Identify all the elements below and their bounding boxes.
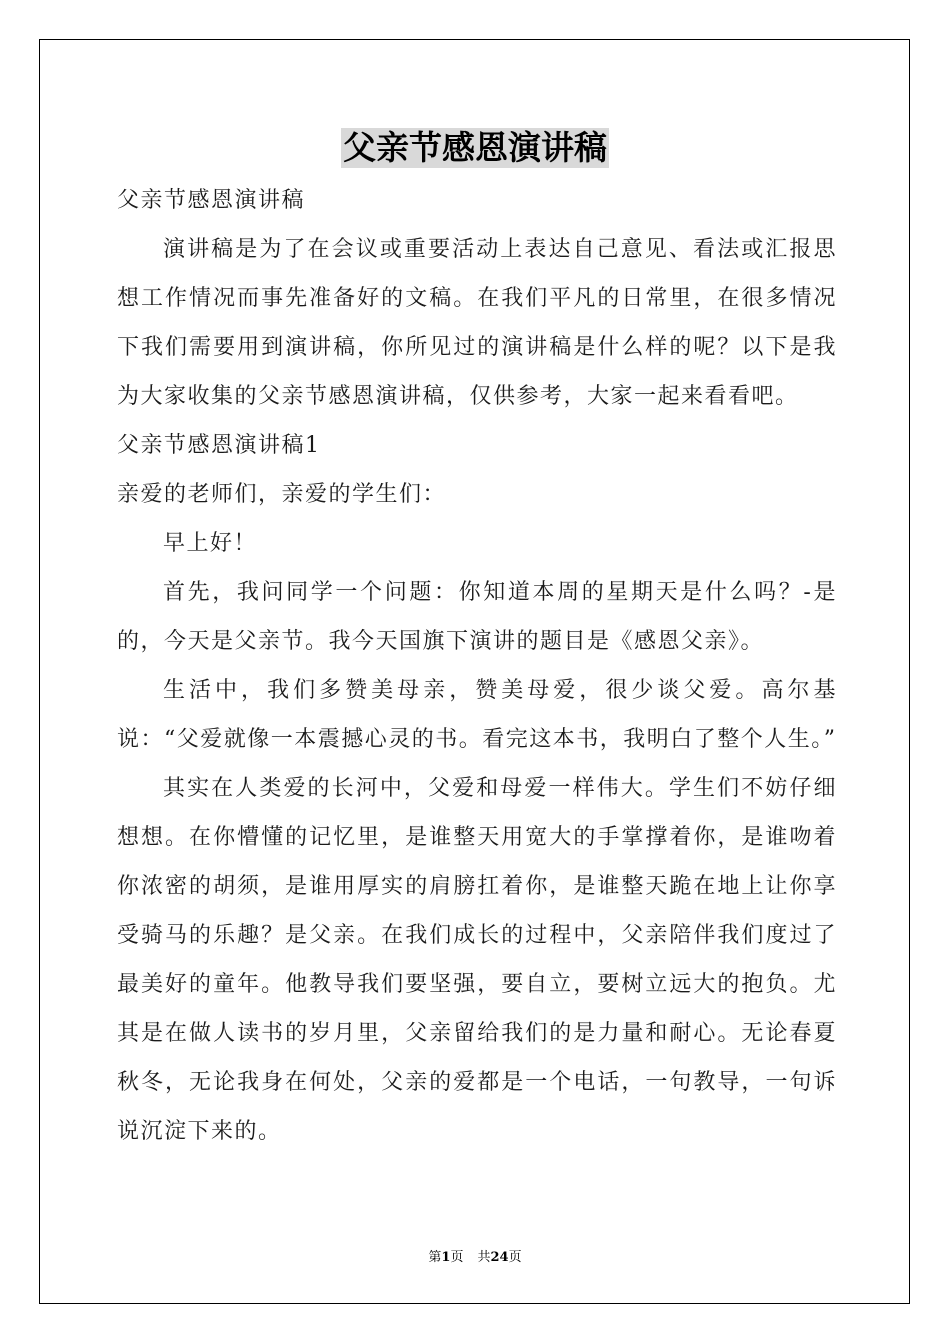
paragraph: 其实在人类爱的长河中，父爱和母爱一样伟大。学生们不妨仔细想想。在你懵懂的记忆里，是谁整天用宽大的手掌撑着你，是谁吻着你浓密的胡须，是谁用厚实的肩膀扛着你，是谁整天跪在地上让你享受骑马的乐趣？是父亲。在我们成长的过程中，父亲陪伴我们度过了最美好的童年。他教导我们要坚强，要自立，要树立远大的抱负。尤其是在做人读书的岁月里，父亲留给我们的是力量和耐心。无论春夏秋冬，无论我身在何处，父亲的爱都是一个电话，一句教导，一句诉说沉淀下来的。 [117, 776, 837, 1144]
page-suffix: 页 [450, 1250, 464, 1265]
paragraph: 演讲稿是为了在会议或重要活动上表达自己意见、看法或汇报思想工作情况而事先准备好的文稿。在我们平凡的日常里，在很多情况下我们需要用到演讲稿，你所见过的演讲稿是什么样的呢？以下是我为大家收集的父亲节感恩演讲稿，仅供参考，大家一起来看看吧。 [117, 237, 837, 409]
paragraph: 父亲节感恩演讲稿1 [117, 433, 321, 458]
paragraph: 生活中，我们多赞美母亲，赞美母爱，很少谈父爱。高尔基说：“父爱就像一本震撼心灵的书。看完这本书，我明白了整个人生。” [117, 678, 837, 752]
paragraph: 父亲节感恩演讲稿 [117, 188, 306, 213]
total-pages: 24 [490, 1250, 509, 1265]
paragraph: 首先，我问同学一个问题：你知道本周的星期天是什么吗？-是的，今天是父亲节。我今天国旗下演讲的题目是《感恩父亲》。 [117, 580, 837, 654]
document-body [117, 176, 837, 1156]
document-title: 父亲节感恩演讲稿 [343, 128, 607, 167]
page-prefix: 第 [428, 1250, 442, 1265]
page-number: 1 [441, 1250, 451, 1265]
total-suffix: 页 [508, 1250, 522, 1265]
paragraph: 亲爱的老师们，亲爱的学生们： [117, 482, 447, 507]
paragraph: 早上好！ [163, 531, 258, 556]
page-footer [0, 1246, 950, 1265]
title-container [0, 128, 950, 168]
total-prefix: 共 [477, 1250, 491, 1265]
